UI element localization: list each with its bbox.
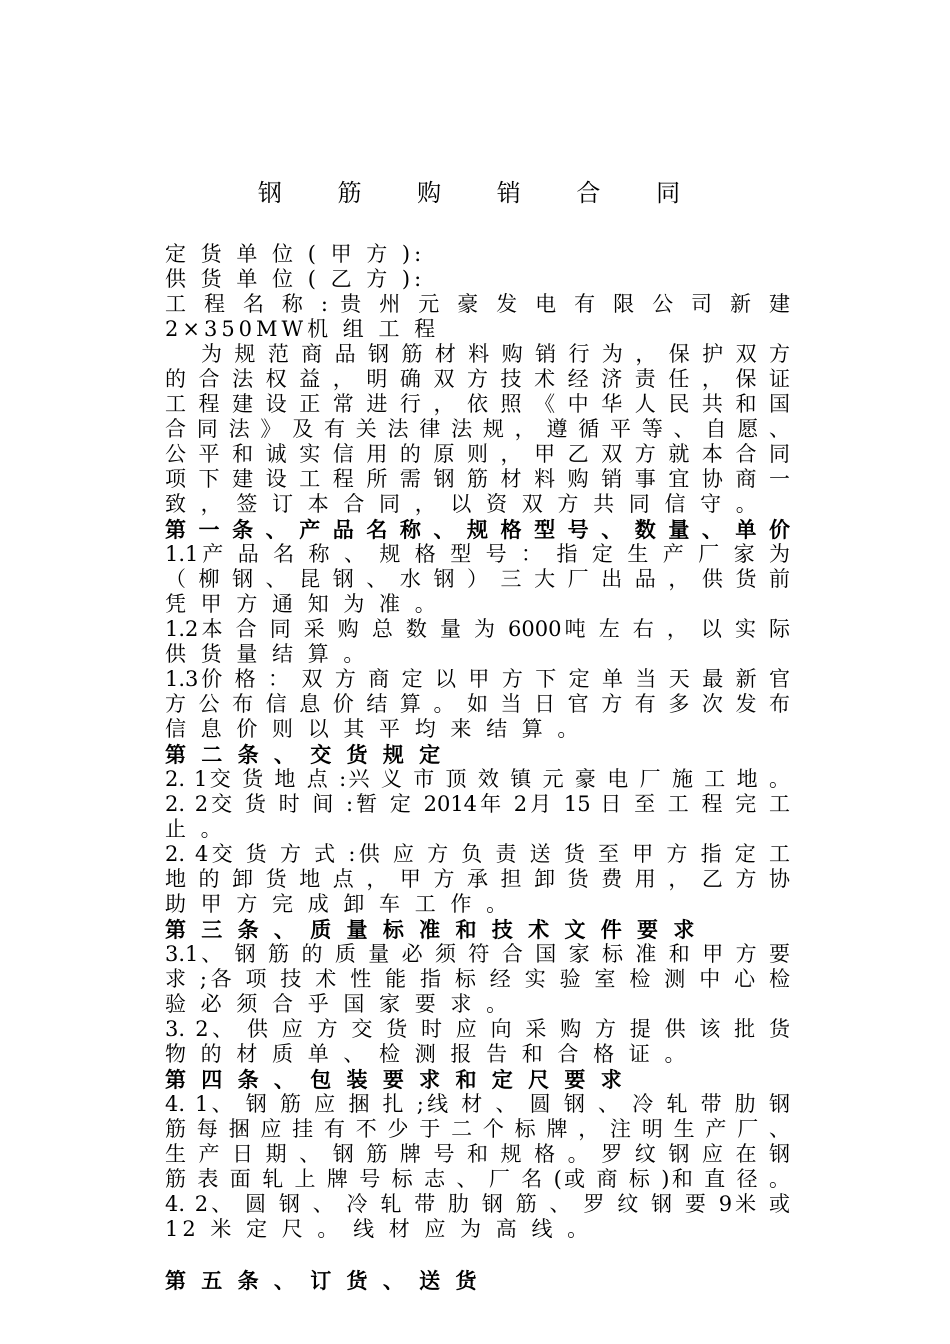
- text-line: 信 息 价 则 以 其 平 均 来 结 算 。: [165, 717, 583, 741]
- text-line: 2. 2交 货 时 间 :暂 定 2014年 2月 15 日 至 工 程 完 工: [165, 792, 790, 816]
- text-line: 定 货 单 位 ( 甲 方 ):: [165, 242, 426, 266]
- text-line: 3.1、 钢 筋 的 质 量 必 须 符 合 国 家 标 准 和 甲 方 要: [165, 942, 790, 966]
- text-line: 供 货 量 结 算 。: [165, 642, 369, 666]
- text-line: 筋 表 面 轧 上 牌 号 标 志 、 厂 名 (或 商 标 )和 直 径 。: [165, 1167, 790, 1191]
- text-line: 工 程 建 设 正 常 进 行 ， 依 照 《 中 华 人 民 共 和 国: [165, 392, 790, 416]
- document-title: 钢 筋 购 销 合 同: [257, 179, 705, 207]
- text-line: 2. 4交 货 方 式 :供 应 方 负 责 送 货 至 甲 方 指 定 工: [165, 842, 790, 866]
- text-line: 验 必 须 合 乎 国 家 要 求 。: [165, 992, 512, 1016]
- text-line: 为 规 范 商 品 钢 筋 材 料 购 销 行 为 ， 保 护 双 方: [201, 342, 790, 366]
- text-line: 生 产 日 期 、 钢 筋 牌 号 和 规 格 。 罗 纹 钢 应 在 钢: [165, 1142, 790, 1166]
- text-line: 工 程 名 称 : 贵 州 元 豪 发 电 有 限 公 司 新 建: [165, 292, 790, 316]
- text-line: （ 柳 钢 、 昆 钢 、 水 钢 ） 三 大 厂 出 品 ， 供 货 前: [165, 567, 790, 591]
- text-line: 的 合 法 权 益 ， 明 确 双 方 技 术 经 济 责 任 ， 保 证: [165, 367, 790, 391]
- text-line: 止 。: [165, 817, 226, 841]
- text-line: 助 甲 方 完 成 卸 车 工 作 。: [165, 892, 512, 916]
- blank-line: [165, 1242, 790, 1268]
- text-line: 凭 甲 方 通 知 为 准 。: [165, 592, 440, 616]
- section-heading: 第 四 条 、 包 装 要 求 和 定 尺 要 求: [165, 1067, 626, 1092]
- text-line: 12 米 定 尺 。 线 材 应 为 高 线 。: [165, 1217, 593, 1241]
- section-heading: 第 一 条 、 产 品 名 称 、 规 格 型 号 、 数 量 、 单 价: [165, 517, 790, 542]
- text-line: 1.1产 品 名 称 、 规 格 型 号 ： 指 定 生 产 厂 家 为: [165, 542, 790, 566]
- text-line: 合 同 法 》 及 有 关 法 律 法 规 ， 遵 循 平 等 、 自 愿 、: [165, 417, 790, 441]
- text-line: 项 下 建 设 工 程 所 需 钢 筋 材 料 购 销 事 宜 协 商 一: [165, 467, 790, 491]
- text-line: 3. 2、 供 应 方 交 货 时 应 向 采 购 方 提 供 该 批 货: [165, 1017, 790, 1041]
- text-line: 4. 1、 钢 筋 应 捆 扎 ;线 材 、 圆 钢 、 冷 轧 带 肋 钢: [165, 1092, 790, 1116]
- text-line: 公 平 和 诚 实 信 用 的 原 则 ， 甲 乙 双 方 就 本 合 同: [165, 442, 790, 466]
- section-heading: 第 五 条 、 订 货 、 送 货: [165, 1268, 481, 1293]
- section-heading: 第 三 条 、 质 量 标 准 和 技 术 文 件 要 求: [165, 917, 699, 942]
- text-line: 4. 2、 圆 钢 、 冷 轧 带 肋 钢 筋 、 罗 纹 钢 要 9米 或: [165, 1192, 790, 1216]
- text-line: 物 的 材 质 单 、 检 测 报 告 和 合 格 证 。: [165, 1042, 690, 1066]
- text-line: 致 ， 签 订 本 合 同 ， 以 资 双 方 共 同 信 守 。: [165, 492, 761, 516]
- text-line: 方 公 布 信 息 价 结 算 。 如 当 日 官 方 有 多 次 发 布: [165, 692, 790, 716]
- text-line: 1.2本 合 同 采 购 总 数 量 为 6000吨 左 右 ， 以 实 际: [165, 617, 790, 641]
- text-line: 2×350MW机 组 工 程: [165, 317, 440, 341]
- document-body: [165, 242, 790, 1293]
- text-line: 筋 每 捆 应 挂 有 不 少 于 二 个 标 牌 ， 注 明 生 产 厂 、: [165, 1117, 790, 1141]
- text-line: 1.3价 格 ： 双 方 商 定 以 甲 方 下 定 单 当 天 最 新 官: [165, 667, 790, 691]
- text-line: 求 ;各 项 技 术 性 能 指 标 经 实 验 室 检 测 中 心 检: [165, 967, 790, 991]
- text-line: 地 的 卸 货 地 点 ， 甲 方 承 担 卸 货 费 用 ， 乙 方 协: [165, 867, 790, 891]
- text-line: 2. 1交 货 地 点 :兴 义 市 顶 效 镇 元 豪 电 厂 施 工 地 。: [165, 767, 790, 791]
- text-line: 供 货 单 位 ( 乙 方 ):: [165, 267, 426, 291]
- section-heading: 第 二 条 、 交 货 规 定: [165, 742, 445, 767]
